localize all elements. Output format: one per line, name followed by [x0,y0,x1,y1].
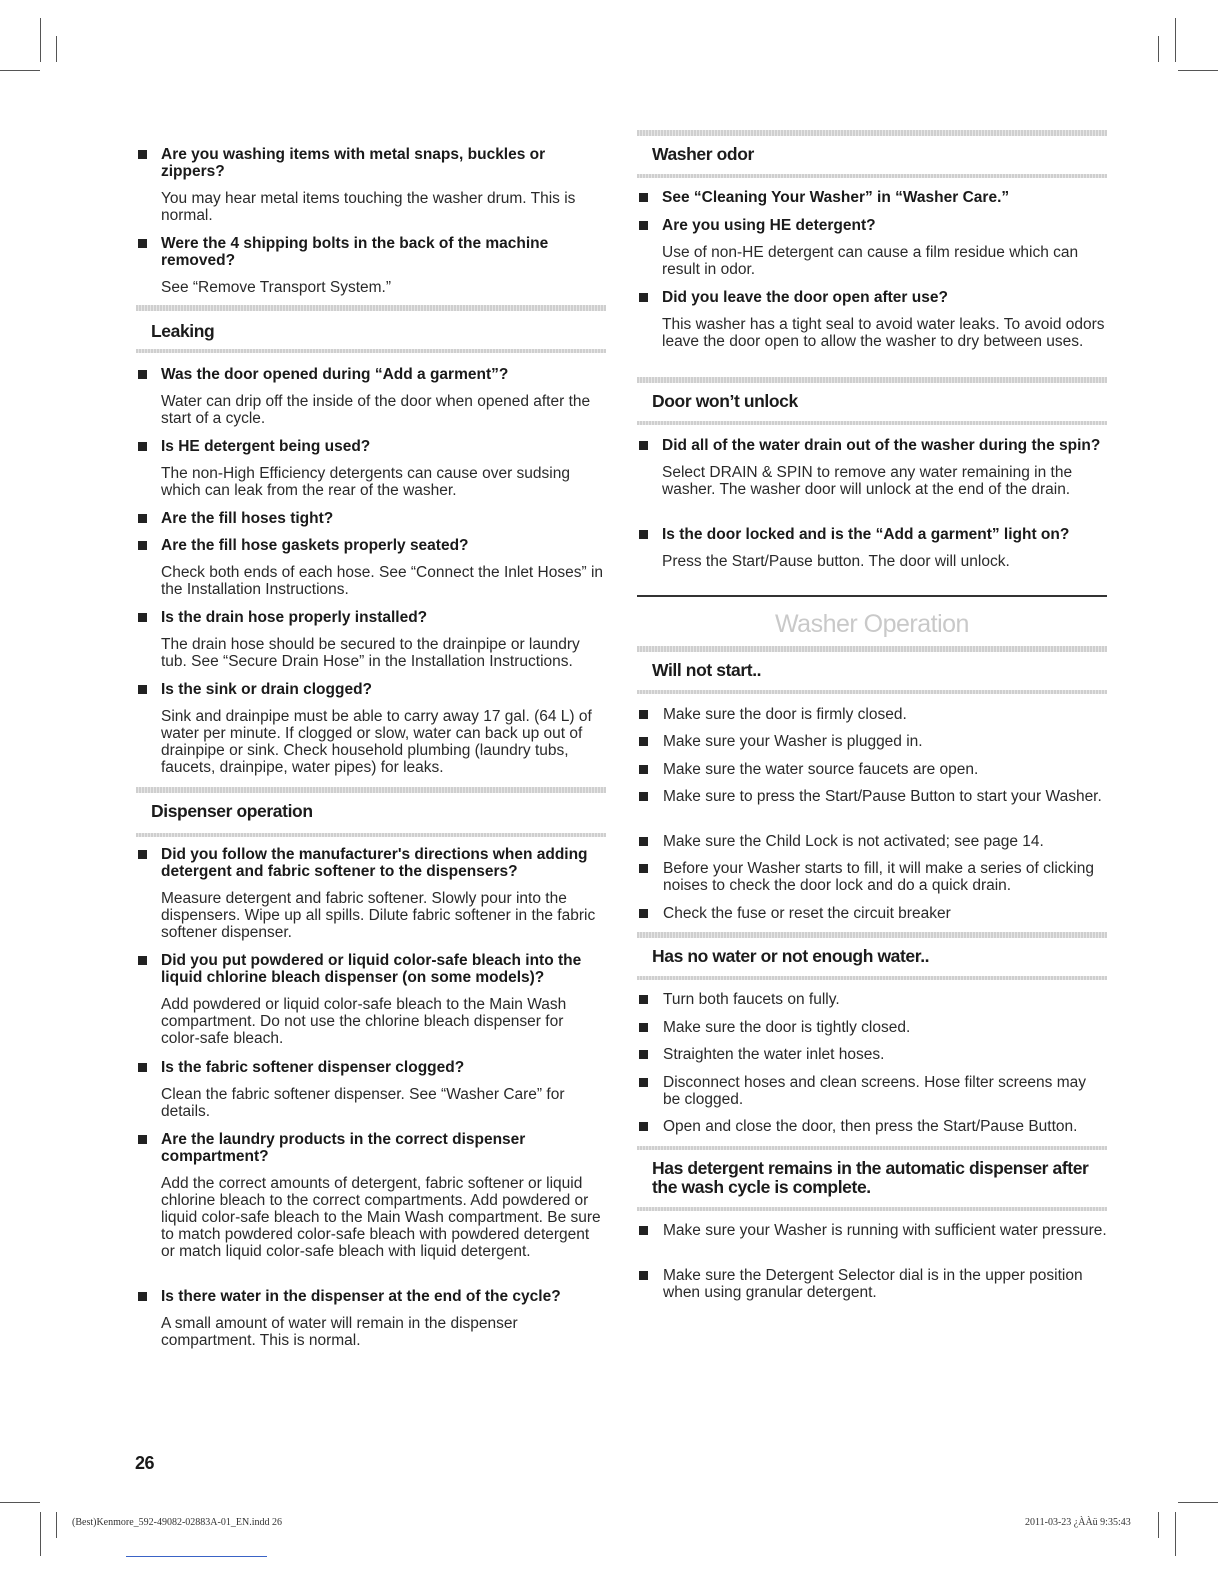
question: Is the door locked and is the “Add a garment” light on? [637,526,1107,543]
crop-mark [56,36,57,62]
qa-item [637,437,1107,498]
list-item [637,991,1107,1008]
answer: Press the Start/Pause button. The door will unlock. [662,553,1010,570]
answer: See “Remove Transport System.” [161,279,391,296]
section-title: Has detergent remains in the automatic dispenser after the wash cycle is complete. [652,1158,1089,1197]
bullet-text: Make sure to press the Start/Pause Button to start your Washer. [637,788,1107,805]
section-bar [637,1207,1107,1211]
list-item [637,788,1107,805]
crop-mark [1175,1512,1176,1556]
answer: Sink and drainpipe must be able to carry away 17 gal. (64 L) of water per minute. If clogged or slow, water can back up out of drainpipe or sink. Check household plumbing (laundry tubs, faucets, drainpipe, water pipes) for leaks. [161,708,592,776]
crop-mark [1158,36,1159,62]
question: Are the fill hoses tight? [136,510,606,527]
qa-item [136,510,606,527]
bullet-text: Make sure the door is firmly closed. [637,706,1107,723]
bullet-text: Make sure the Detergent Selector dial is in the upper position when using granular detergent. [637,1267,1107,1301]
qa-item [136,846,606,941]
section-title: Will not start.. [652,660,762,680]
question: Did all of the water drain out of the washer during the spin? [637,437,1107,454]
section-bar [136,833,606,837]
crop-mark [1178,70,1218,71]
qa-item [136,146,606,224]
list-item [637,1046,1107,1063]
section-bar [637,646,1107,652]
crop-mark [40,1512,41,1556]
section-title: Has no water or not enough water.. [652,946,930,966]
qa-item [136,366,606,427]
question: Did you follow the manufacturer's directions when adding detergent and fabric softener to the dispensers? [136,846,606,880]
question: Is HE detergent being used? [136,438,606,455]
list-item [637,833,1107,850]
washer-operation-heading: Washer Operation [775,610,969,638]
section-title: Washer odor [652,144,754,164]
bullet-text: Make sure the Child Lock is not activated; see page 14. [637,833,1107,850]
bullet-text: Open and close the door, then press the Start/Pause Button. [637,1118,1107,1135]
answer: This washer has a tight seal to avoid water leaks. To avoid odors leave the door open to allow the washer to dry between uses. [662,316,1105,350]
question: Is the fabric softener dispenser clogged? [136,1059,606,1076]
qa-item [136,1131,606,1260]
section-bar [637,690,1107,694]
question: Are the fill hose gaskets properly seated? [136,537,606,554]
qa-item [136,235,606,296]
bullet-text: Make sure your Washer is plugged in. [637,733,1107,750]
section-will-not-start [637,646,1107,694]
section-bar [637,377,1107,383]
list-item [637,1267,1107,1301]
list-item [637,905,1107,922]
answer: The drain hose should be secured to the drainpipe or laundry tub. See “Secure Drain Hose” in the Installation Instructions. [161,636,580,670]
list-item [637,860,1107,894]
section-detergent-remains [637,1146,1107,1211]
list-item [637,1019,1107,1036]
qa-item [637,189,1107,206]
footer-timestamp: 2011-03-23 ¿ÀÀü 9:35:43 [1025,1517,1131,1528]
section-bar [637,976,1107,980]
section-dispenser [136,787,606,837]
bullet-text: Straighten the water inlet hoses. [637,1046,1107,1063]
answer: Use of non-HE detergent can cause a film residue which can result in odor. [662,244,1079,278]
section-title: Dispenser operation [151,801,313,821]
answer: Clean the fabric softener dispenser. See “Washer Care” for details. [161,1086,565,1120]
answer: The non-High Efficiency detergents can cause over sudsing which can leak from the rear of the washer. [161,465,570,499]
answer: You may hear metal items touching the washer drum. This is normal. [161,190,576,224]
bullet-text: Before your Washer starts to fill, it will make a series of clicking noises to check the door lock and do a quick drain. [637,860,1107,894]
crop-mark [0,1502,40,1503]
qa-item [136,681,606,776]
answer: Add the correct amounts of detergent, fabric softener or liquid chlorine bleach to the correct compartments. Add powdered or liquid color-safe bleach to the Main Wash compartment. Be sure to match powdered color-safe bleach with powdered detergent or match liquid color-safe bleach with liquid detergent. [161,1175,601,1260]
question: Did you leave the door open after use? [637,289,1107,306]
answer: Check both ends of each hose. See “Connect the Inlet Hoses” in the Installation Instructions. [161,564,604,598]
section-title: Door won’t unlock [652,391,798,411]
qa-item [136,609,606,670]
bullet-text: Make sure the water source faucets are open. [637,761,1107,778]
list-item [637,733,1107,750]
section-bar [637,932,1107,938]
section-rule [637,595,1107,597]
qa-item [637,526,1107,570]
bullet-text: Make sure the door is tightly closed. [637,1019,1107,1036]
footer-file-info: (Best)Kenmore_592-49082-02883A-01_EN.indd 26 [72,1517,282,1528]
question: Are you washing items with metal snaps, buckles or zippers? [136,146,606,180]
section-bar [637,174,1107,178]
section-bar [637,421,1107,425]
question: Was the door opened during “Add a garment”? [136,366,606,383]
qa-item [136,537,606,598]
question: Are the laundry products in the correct dispenser compartment? [136,1131,606,1165]
question: Did you put powdered or liquid color-safe bleach into the liquid chlorine bleach dispenser (on some models)? [136,952,606,986]
section-leaking [136,305,606,353]
section-bar [637,130,1107,136]
bullet-text: Disconnect hoses and clean screens. Hose filter screens may be clogged. [637,1074,1107,1108]
answer: Water can drip off the inside of the door when opened after the start of a cycle. [161,393,591,427]
qa-item [136,952,606,1047]
qa-item [136,1059,606,1120]
section-title: Leaking [151,321,215,341]
question: Are you using HE detergent? [637,217,1107,234]
link-underline [126,1556,267,1557]
section-bar [136,787,606,793]
answer: A small amount of water will remain in the dispenser compartment. This is normal. [161,1315,518,1349]
section-washer-odor [637,130,1107,178]
question: See “Cleaning Your Washer” in “Washer Care.” [637,189,1107,206]
section-no-water [637,932,1107,980]
qa-item [136,438,606,499]
question: Is the sink or drain clogged? [136,681,606,698]
qa-item [637,217,1107,278]
question: Were the 4 shipping bolts in the back of the machine removed? [136,235,606,269]
bullet-text: Make sure your Washer is running with sufficient water pressure. [637,1222,1107,1239]
page-number: 26 [135,1453,155,1473]
answer: Measure detergent and fabric softener. Slowly pour into the dispensers. Wipe up all spills. Dilute fabric softener in the fabric softener dispenser. [161,890,596,941]
crop-mark [1178,1502,1218,1503]
crop-mark [1158,1512,1159,1538]
list-item [637,1074,1107,1108]
question: Is there water in the dispenser at the end of the cycle? [136,1288,606,1305]
list-item [637,706,1107,723]
bullet-text: Turn both faucets on fully. [637,991,1107,1008]
section-bar [637,1146,1107,1150]
bullet-text: Check the fuse or reset the circuit breaker [637,905,1107,922]
qa-item [637,289,1107,350]
crop-mark [0,70,40,71]
crop-mark [40,18,41,62]
answer: Add powdered or liquid color-safe bleach to the Main Wash compartment. Do not use the chlorine bleach dispenser for color-safe bleach. [161,996,567,1047]
section-door-unlock [637,377,1107,425]
list-item [637,1118,1107,1135]
crop-mark [1175,18,1176,62]
list-item [637,1222,1107,1239]
qa-item [136,1288,606,1349]
section-bar [136,305,606,311]
list-item [637,761,1107,778]
crop-mark [56,1512,57,1538]
section-bar [136,349,606,353]
question: Is the drain hose properly installed? [136,609,606,626]
answer: Select DRAIN & SPIN to remove any water remaining in the washer. The washer door will unlock at the end of the drain. [662,464,1073,498]
